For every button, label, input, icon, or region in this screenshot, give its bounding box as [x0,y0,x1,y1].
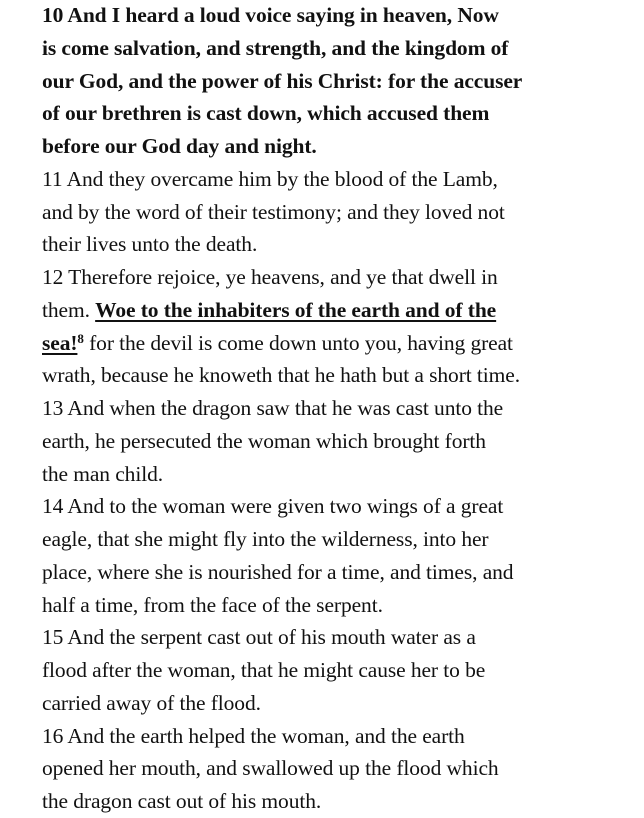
verse-line: 12 Therefore rejoice, ye heavens, and ye that dwell in [42,265,498,289]
verse-text: for the devil is come down unto you, having great [83,330,513,355]
verse-text: them. [42,297,96,322]
verse-line: 16 And the earth helped the woman, and the earth [42,723,465,748]
verse-line [42,327,638,360]
verse-line: of our brethren is cast down, which accused them [42,101,490,126]
verse-12 [42,261,638,392]
verse-line: 13 And when the dragon saw that he was cast unto the [42,396,504,420]
verse-line: is come salvation, and strength, and the kingdom of [42,35,509,60]
verse-line: wrath, because he knoweth that he hath but a short time. [42,363,521,388]
verse-line: place, where she is nourished for a time, and times, and [42,559,514,584]
verse-line: the man child. [42,461,163,486]
emphasized-text: Woe to the inhabiters of the earth and of the [95,297,497,322]
verse-line: opened her mouth, and swallowed up the flood which [42,756,499,781]
verse-11 [42,163,638,261]
verse-line: 10 And I heard a loud voice saying in heaven, Now [42,3,499,27]
verse-line: and by the word of their testimony; and they loved not [42,199,505,224]
verse-line: carried away of the flood. [42,690,261,715]
verse-line [42,294,638,327]
verse-line: 11 And they overcame him by the blood of the Lamb, [42,166,498,191]
verse-13 [42,392,638,490]
verse-15 [42,621,638,719]
verse-line: 14 And to the woman were given two wings of a great [42,494,504,519]
scripture-text [42,0,638,818]
verse-line: before our God day and night. [42,134,317,158]
verse-14 [42,490,638,621]
verse-10 [42,0,638,163]
verse-line: our God, and the power of his Christ: for the accuser [42,68,523,93]
footnote-marker[interactable]: 8 [77,330,84,346]
verse-16 [42,720,638,818]
verse-line: eagle, that she might fly into the wilderness, into her [42,527,489,551]
verse-line: earth, he persecuted the woman which brought forth [42,428,486,453]
verse-line: half a time, from the face of the serpent. [42,592,383,617]
verse-line: the dragon cast out of his mouth. [42,789,322,813]
verse-line: 15 And the serpent cast out of his mouth water as a [42,625,476,650]
verse-line: their lives unto the death. [42,232,258,257]
verse-line: flood after the woman, that he might cause her to be [42,658,486,682]
emphasized-text: sea! [42,330,78,355]
